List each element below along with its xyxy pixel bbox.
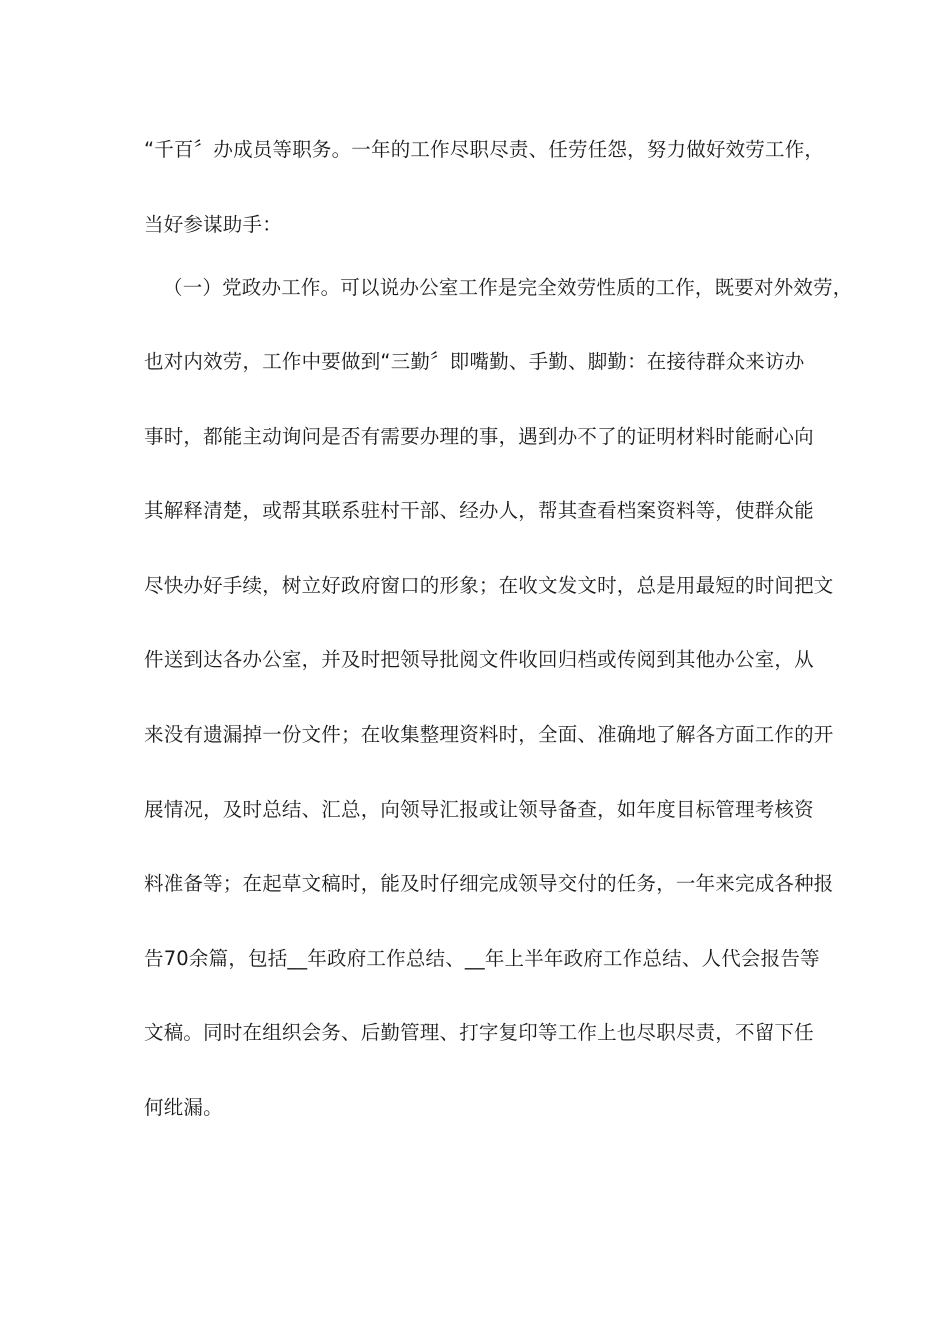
paragraph-line: 料准备等；在起草文稿时，能及时仔细完成领导交付的任务，一年来完成各种报 bbox=[144, 872, 834, 895]
paragraph-line: 文稿。同时在组织会务、后勤管理、打字复印等工作上也尽职尽责，不留下任 bbox=[144, 1021, 814, 1044]
paragraph-line: 何纰漏。 bbox=[144, 1096, 223, 1119]
paragraph-line: 事时，都能主动询问是否有需要办理的事，遇到办不了的证明材料时能耐心向 bbox=[144, 425, 814, 448]
paragraph-line: 当好参谋助手： bbox=[144, 213, 282, 236]
paragraph-line: 告70余篇，包括__年政府工作总结、__年上半年政府工作总结、人代会报告等 bbox=[144, 947, 820, 970]
paragraph-line: 件送到达各办公室，并及时把领导批阅文件收回归档或传阅到其他办公室，从 bbox=[144, 648, 814, 671]
paragraph-line: 也对内效劳，工作中要做到“三勤〞即嘴勤、手勤、脚勤：在接待群众来访办 bbox=[144, 350, 805, 373]
section-heading-line: （一）党政办工作。可以说办公室工作是完全效劳性质的工作，既要对外效劳， bbox=[163, 276, 853, 299]
paragraph-line: 展情况，及时总结、汇总，向领导汇报或让领导备查，如年度目标管理考核资 bbox=[144, 798, 814, 821]
paragraph-line: “千百〞办成员等职务。一年的工作尽职尽责、任劳任怨，努力做好效劳工作， bbox=[144, 138, 825, 161]
paragraph-line: 来没有遗漏掉一份文件；在收集整理资料时，全面、准确地了解各方面工作的开 bbox=[144, 723, 834, 746]
paragraph-line: 尽快办好手续，树立好政府窗口的形象；在收文发文时，总是用最短的时间把文 bbox=[144, 574, 834, 597]
paragraph-line: 其解释清楚，或帮其联系驻村干部、经办人，帮其查看档案资料等，使群众能 bbox=[144, 499, 814, 522]
